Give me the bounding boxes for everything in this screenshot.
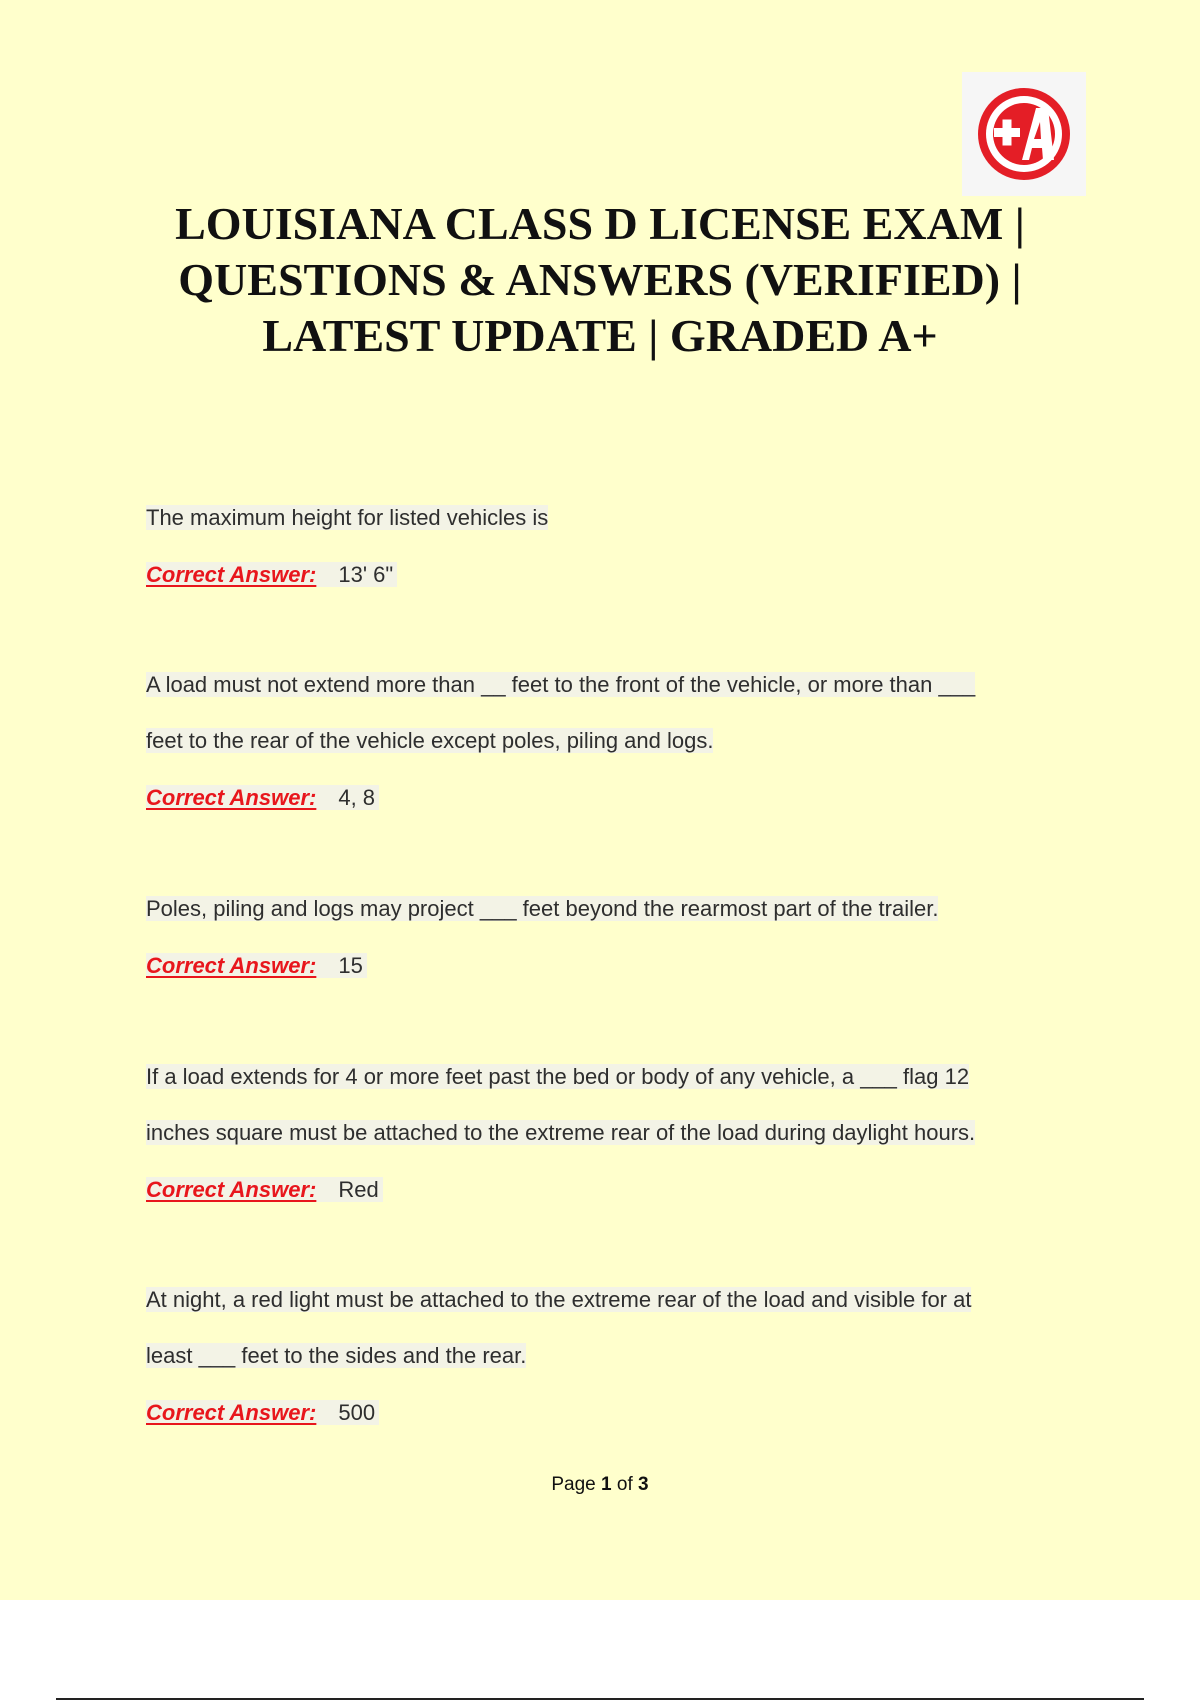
question-line: At night, a red light must be attached to the extreme rear of the load and visible for at — [146, 1287, 972, 1312]
correct-answer-label: Correct Answer: — [146, 1400, 322, 1425]
answer-value: 4, 8 — [322, 785, 379, 810]
correct-answer-label: Correct Answer: — [146, 1177, 322, 1202]
question-line: inches square must be attached to the extreme rear of the load during daylight hours. — [146, 1120, 976, 1145]
correct-answer-label: Correct Answer: — [146, 953, 322, 978]
question-block-3 — [146, 895, 1066, 981]
of-word: of — [616, 1474, 633, 1495]
grade-a-plus-logo — [962, 72, 1086, 196]
answer-row — [146, 1175, 1066, 1205]
document-title — [100, 196, 1100, 364]
page-word: Page — [551, 1474, 596, 1495]
question-line: feet to the rear of the vehicle except poles, piling and logs. — [146, 728, 714, 753]
question-line: If a load extends for 4 or more feet past the bed or body of any vehicle, a ___ flag 12 — [146, 1064, 970, 1089]
current-page: 1 — [601, 1474, 612, 1495]
answer-row — [146, 951, 1066, 981]
correct-answer-label: Correct Answer: — [146, 562, 322, 587]
question-line: Poles, piling and logs may project ___ feet beyond the rearmost part of the trailer. — [146, 896, 939, 921]
answer-row — [146, 783, 1066, 813]
answer-value: Red — [322, 1177, 382, 1202]
title-line-1: LOUISIANA CLASS D LICENSE EXAM | — [175, 198, 1025, 249]
page-number — [0, 1474, 1200, 1496]
answer-value: 15 — [322, 953, 366, 978]
question-line: least ___ feet to the sides and the rear. — [146, 1343, 527, 1368]
question-line: The maximum height for listed vehicles is — [146, 505, 549, 530]
question-line: A load must not extend more than __ feet to the front of the vehicle, or more than ___ — [146, 672, 976, 697]
grade-a-plus-logo-icon — [962, 72, 1086, 196]
answer-value: 13' 6" — [322, 562, 397, 587]
answer-row — [146, 560, 1066, 590]
total-pages: 3 — [638, 1474, 649, 1495]
title-line-2: QUESTIONS & ANSWERS (VERIFIED) | — [178, 254, 1022, 305]
answer-value: 500 — [322, 1400, 379, 1425]
title-line-3: LATEST UPDATE | GRADED A+ — [262, 310, 938, 361]
question-block-1 — [146, 504, 1066, 590]
question-block-2 — [146, 671, 1066, 813]
answer-row — [146, 1398, 1066, 1428]
correct-answer-label: Correct Answer: — [146, 785, 322, 810]
question-block-5 — [146, 1286, 1066, 1428]
question-block-4 — [146, 1063, 1066, 1205]
